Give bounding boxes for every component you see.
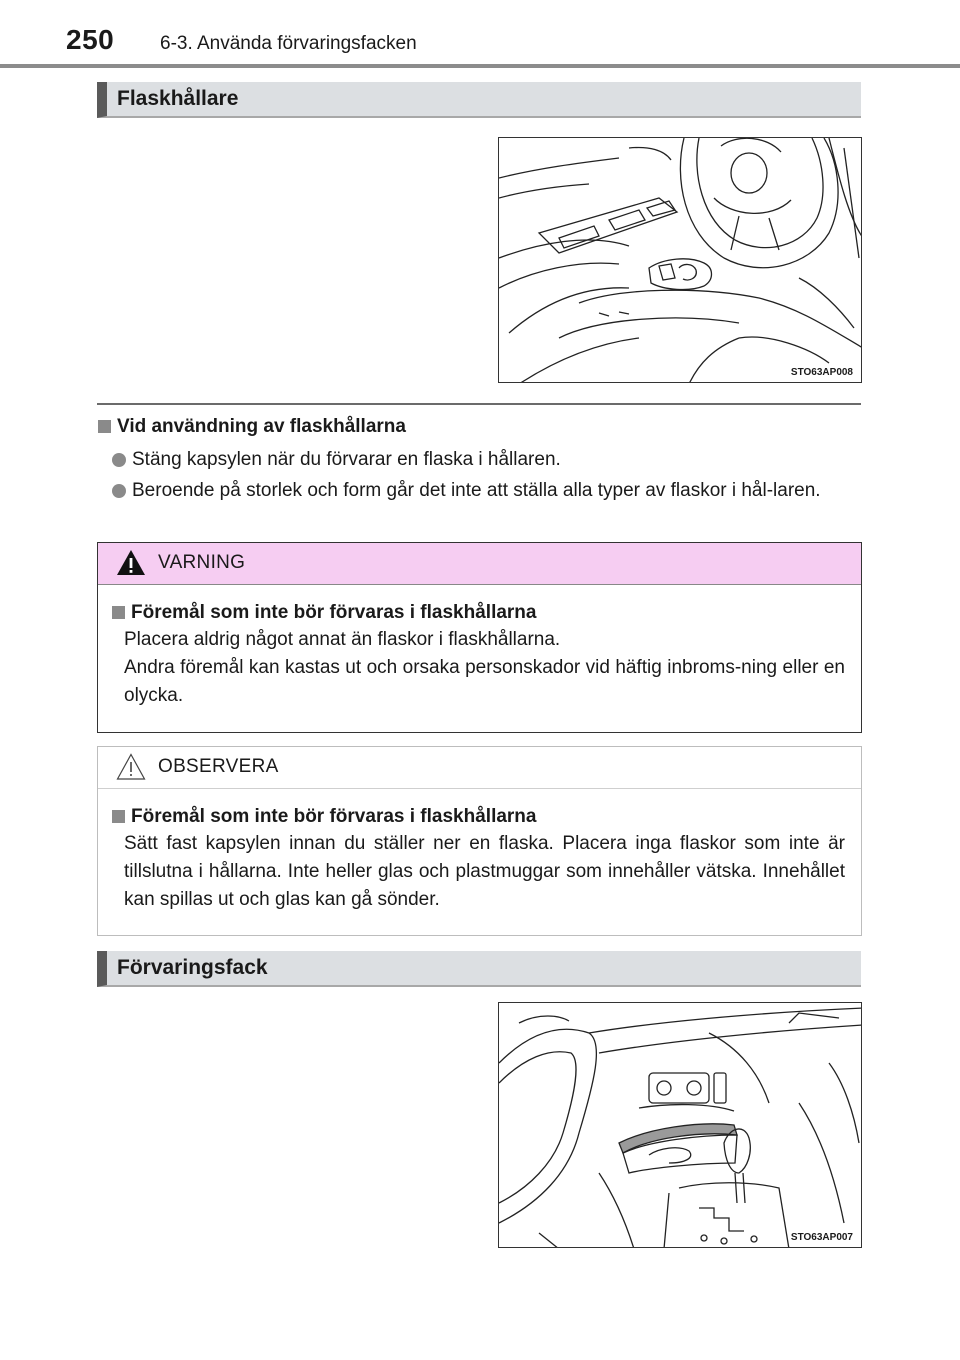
caution-text (112, 830, 845, 914)
section-title: Förvaringsfack (117, 956, 268, 979)
warning-box (97, 542, 862, 733)
round-bullet-icon (112, 453, 126, 467)
bullet-text: Stäng kapsylen när du förvarar en flaska i hållaren. (132, 449, 561, 470)
warning-text (112, 626, 845, 710)
caution-triangle-icon (116, 753, 146, 781)
figure-code: STO63AP007 (790, 1232, 853, 1243)
chapter-title: 6-3. Använda förvaringsfacken (160, 33, 417, 54)
warning-line-2: Andra föremål kan kastas ut och orsaka personskador vid häftig inbroms-ning eller en olycka. (124, 657, 845, 706)
caution-box (97, 746, 862, 936)
round-bullet-icon (112, 484, 126, 498)
header-rule (0, 64, 960, 68)
square-bullet-icon (112, 810, 125, 823)
divider-rule (97, 403, 861, 405)
page-number: 250 (66, 24, 115, 55)
figure-bottle-holder (498, 137, 862, 383)
warning-line-1: Placera aldrig något annat än flaskor i flaskhållarna. (124, 629, 561, 650)
warning-body (98, 585, 861, 724)
section-title: Flaskhållare (117, 87, 239, 110)
caution-label: OBSERVERA (158, 756, 279, 777)
warning-triangle-icon (116, 549, 146, 577)
bullet-text: Beroende på storlek och form går det inte att ställa alla typer av flaskor i hål-laren. (132, 480, 821, 501)
caution-header (98, 747, 861, 789)
section-bar-bottle-holder (97, 82, 861, 118)
figure-code: STO63AP008 (790, 367, 853, 378)
section-bar-storage (97, 951, 861, 987)
usage-bullet-1 (112, 446, 864, 473)
caution-subheading (112, 803, 845, 830)
caution-paragraph: Sätt fast kapsylen innan du ställer ner en flaska. Placera inga flaskor som inte är tillslutna i hållarna. Inte heller glas och plastmuggar som innehåller vätska. Innehållet kan spillas ut och glas kan gå sönder. (124, 833, 845, 910)
warning-header (98, 543, 861, 585)
square-bullet-icon (112, 606, 125, 619)
caution-subheading-text: Föremål som inte bör förvaras i flaskhållarna (131, 806, 537, 827)
storage-compartment-illustration (499, 1003, 862, 1248)
usage-bullet-2 (112, 477, 864, 504)
warning-subheading (112, 599, 845, 626)
warning-subheading-text: Föremål som inte bör förvaras i flaskhållarna (131, 602, 537, 623)
usage-heading-text: Vid användning av flaskhållarna (117, 416, 406, 437)
square-bullet-icon (98, 420, 111, 433)
usage-heading (98, 416, 406, 438)
warning-label: VARNING (158, 552, 246, 573)
bottle-holder-illustration (499, 138, 862, 383)
figure-storage-compartment (498, 1002, 862, 1248)
caution-body (98, 789, 861, 928)
